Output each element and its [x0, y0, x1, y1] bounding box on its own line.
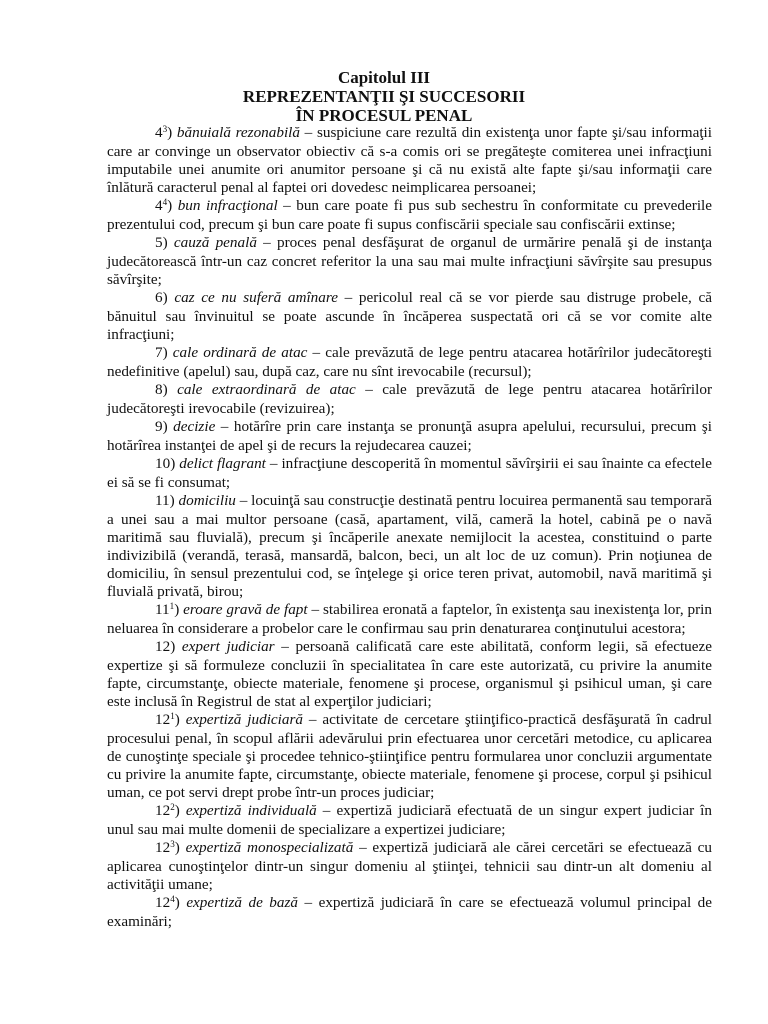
entry-text: – pericolul real că se vor pierde sau distruge probele, că bănuitul sau învinuitul se poate ascunde în încăperea suspectată ori că se vor comite alte infracţiuni;	[107, 289, 712, 343]
entry-term: caz ce nu suferă amînare	[174, 289, 338, 306]
entry-number: 12	[155, 894, 171, 911]
entry-text: – stabilirea eronată a faptelor, în existenţa sau inexistenţa lor, prin neluarea în considerare a probelor care le confirmau sau prin denaturarea conţinutului acestora;	[107, 601, 712, 637]
entry-number: 10	[155, 455, 171, 472]
entry-superscript: 1	[169, 600, 175, 611]
entry-number: 7	[155, 344, 163, 361]
definition-entry	[107, 344, 712, 381]
entry-term: cale ordinară de atac	[172, 344, 308, 361]
entry-paren: )	[162, 289, 168, 306]
entry-paren: )	[174, 711, 180, 728]
entry-term: decizie	[173, 418, 216, 435]
chapter-title-line-2: ÎN PROCESUL PENAL	[295, 106, 473, 125]
entry-superscript: 4	[162, 196, 168, 207]
entry-text: – hotărîre prin care instanţa se pronunţă asupra apelului, recursului, precum şi hotărîrea instanţei de apel şi de recurs la rejudecarea cauzei;	[107, 418, 712, 454]
entry-superscript: 3	[162, 123, 168, 134]
entry-text: – activitate de cercetare ştiinţifico-practică desfăşurată în cadrul procesului penal, în scopul aflării adevărului prin efectuarea unor cercetări metodice, cu aplicarea de cunoştinţe speciale şi procedee tehnico-ştiinţifice pentru formularea unor concluzii argumentate cu privire la anumite fapte, circumstanţe, obiecte materiale, fenomene şi procese, corpul şi psihicul uman, ce pot servi drept probe într-un proces judiciar;	[107, 711, 712, 801]
entry-paren: )	[167, 197, 173, 214]
definition-entry	[107, 802, 712, 839]
entry-superscript: 4	[170, 893, 175, 904]
entry-text: – suspiciune care rezultă din existenţa unor fapte şi/sau informaţii care ar convinge un observator obiectiv că s-a comis ori se pregăteşte comiterea unei infracţiuni imputabile unei anumite ori anumitor persoane şi că nu există alte fapte şi/sau informaţii care înlătură caracterul penal al faptei ori dovedesc neimplicarea persoanei;	[107, 124, 712, 196]
entry-superscript: 2	[170, 801, 175, 812]
entry-term: delict flagrant	[179, 455, 266, 472]
chapter-number: Capitolul III	[337, 68, 431, 87]
entry-paren: )	[162, 381, 168, 398]
entry-number: 12	[155, 802, 171, 819]
entry-number: 11	[155, 492, 170, 509]
entry-term: expertiză de bază	[186, 894, 298, 911]
entry-number: 4	[155, 197, 163, 214]
entry-superscript: 1	[170, 710, 175, 721]
definition-entry	[107, 234, 712, 289]
entry-term: eroare gravă de fapt	[183, 601, 308, 618]
chapter-title-line-1: REPREZENTANŢII ŞI SUCCESORII	[242, 87, 526, 106]
entry-term: domiciliu	[178, 492, 236, 509]
entry-paren: )	[162, 344, 168, 361]
entry-term: cauză penală	[173, 234, 257, 251]
entry-number: 5	[155, 234, 163, 251]
entry-paren: )	[162, 418, 168, 435]
entry-text: – expertiză judiciară ale cărei cercetări se efectuează cu aplicarea cunoştinţelor dintr-un singur domeniu al ştiinţei, tehnicii sau dintr-un alt domeniu al activităţii umane;	[107, 839, 712, 893]
entry-term: bănuială rezonabilă	[176, 124, 300, 141]
entry-number: 8	[155, 381, 163, 398]
definition-entry	[107, 455, 712, 492]
definition-entry	[107, 638, 712, 711]
definition-entry	[107, 289, 712, 344]
entry-term: expertiză monospecializată	[185, 839, 354, 856]
definition-entry	[107, 197, 712, 234]
entry-paren: )	[174, 839, 180, 856]
entry-text: – cale prevăzută de lege pentru atacarea hotărîrilor judecătoreşti nedefinitive (apelul) sau, după caz, care nu sînt irevocabile (recursul);	[107, 344, 712, 380]
entry-text: – proces penal desfăşurat de organul de urmărire penală şi de instanţa judecătorească într-un caz concret referitor la una sau mai multe infracţiuni săvîrşite sau presupus săvîrşite;	[107, 234, 712, 288]
entry-paren: )	[174, 894, 180, 911]
entry-superscript: 3	[170, 838, 175, 849]
entry-text: – expertiză judiciară în care se efectuează volumul principal de examinări;	[107, 894, 713, 930]
entry-number: 4	[155, 124, 163, 141]
entry-text: – expertiză judiciară efectuată de un singur expert judiciar în unul sau mai multe domenii de specializare a expertizei judiciare;	[107, 802, 712, 838]
entry-number: 12	[155, 711, 171, 728]
chapter-header	[0, 68, 768, 125]
entry-text: – locuinţă sau construcţie destinată pentru locuirea permanentă sau temporară a unei sau a mai multor persoane (casă, apartament, vilă, cameră la hotel, cabină pe o navă maritimă sau fluvială), precum şi încăperile anexate nemijlocit la acestea, constituind o parte indivizibilă (verandă, terasă, mansardă, balcon, beci, un alt loc de uz comun). Prin noţiunea de domiciliu, în sensul prezentului cod, se înţelege şi orice teren privat, automobil, navă maritimă şi fluvială privată, birou;	[107, 492, 713, 600]
entry-number: 12	[155, 839, 171, 856]
definition-entry	[107, 124, 712, 197]
entry-text: – persoană calificată care este abilitată, conform legii, să efectueze expertize şi să formuleze concluzii în specialitatea în care este autorizată, cu privire la anumite fapte, circumstanţe, obiecte materiale, fenomene şi procese, organismul şi psihicul uman, şi care este inclusă în Registrul de stat al experţilor judiciari;	[107, 638, 712, 710]
definitions-list	[107, 124, 712, 931]
entry-paren: )	[162, 234, 168, 251]
entry-paren: )	[174, 601, 180, 618]
entry-term: expert judiciar	[181, 638, 275, 655]
entry-paren: )	[169, 492, 175, 509]
entry-paren: )	[174, 802, 180, 819]
definition-entry	[107, 839, 712, 894]
entry-text: – cale prevăzută de lege pentru atacarea hotărîrilor judecătoreşti irevocabile (revizuirea);	[107, 381, 713, 417]
entry-number: 12	[155, 638, 171, 655]
entry-paren: )	[170, 638, 176, 655]
entry-text: – bun care poate fi pus sub sechestru în conformitate cu prevederile prezentului cod, precum şi bun care poate fi supus confiscării speciale sau confiscării extinse;	[107, 197, 712, 233]
entry-term: bun infracţional	[177, 197, 278, 214]
entry-term: cale extraordinară de atac	[177, 381, 356, 398]
entry-text: – infracţiune descoperită în momentul săvîrşirii ei sau înainte ca efectele ei să se fi consumat;	[107, 455, 712, 491]
entry-number: 6	[155, 289, 163, 306]
entry-term: expertiză judiciară	[185, 711, 303, 728]
definition-entry	[107, 418, 712, 455]
definition-entry	[107, 894, 712, 931]
definition-entry	[107, 601, 712, 638]
definition-entry	[107, 492, 712, 601]
entry-paren: )	[167, 124, 173, 141]
entry-number: 9	[155, 418, 163, 435]
entry-paren: )	[170, 455, 176, 472]
entry-term: expertiză individuală	[185, 802, 317, 819]
definition-entry	[107, 381, 712, 418]
entry-number: 11	[155, 601, 170, 618]
definition-entry	[107, 711, 712, 802]
